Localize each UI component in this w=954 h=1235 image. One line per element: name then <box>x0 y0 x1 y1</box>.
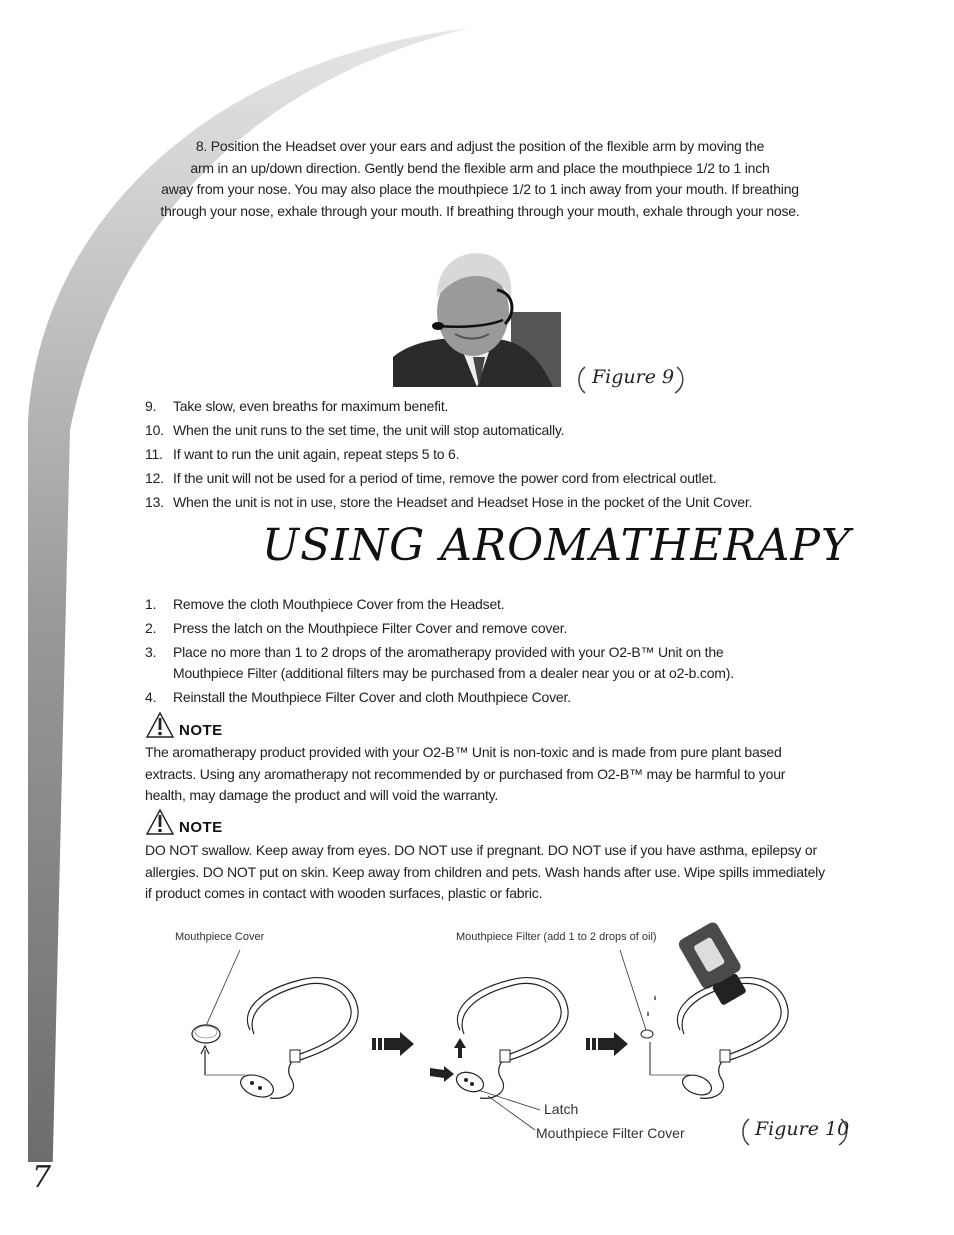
list-item-number: 10. <box>145 422 164 438</box>
list-item-number: 9. <box>145 398 157 414</box>
mouthpiece-cover-label: Mouthpiece Cover <box>175 931 265 943</box>
figure-10-text: Figure 10 <box>755 1118 850 1140</box>
section-title: USING AROMATHERAPY <box>262 520 852 571</box>
list-item-number: 13. <box>145 494 164 510</box>
arrow-right-icon <box>372 1032 414 1056</box>
list-item-text: When the unit is not in use, store the Headset and Headset Hose in the pocket of the Unit Cover. <box>173 494 753 510</box>
figure-10-label <box>745 1118 850 1140</box>
note-label: NOTE <box>179 819 223 836</box>
list-item-number: 2. <box>145 620 157 636</box>
list-item-text: Press the latch on the Mouthpiece Filter Cover and remove cover. <box>173 620 568 636</box>
list-item-text: Take slow, even breaths for maximum benefit. <box>173 398 449 414</box>
list-item-text: Remove the cloth Mouthpiece Cover from the Headset. <box>173 596 505 612</box>
list-item-text: Place no more than 1 to 2 drops of the aromatherapy provided with your O2-B™ Unit on the Mouthpiece Filter (additional filters may be purchased from a dealer near you or at o2-b.com). <box>173 644 734 681</box>
step-8-line: away from your nose. You may also place the mouthpiece 1/2 to 1 inch away from your mouth. If breathing <box>161 181 799 197</box>
oil-bottle-icon <box>677 920 754 1010</box>
latch-label: Latch <box>544 1101 579 1117</box>
list-item-text: If want to run the unit again, repeat steps 5 to 6. <box>173 446 460 462</box>
step-8-line: arm in an up/down direction. Gently bend the flexible arm and place the mouthpiece 1/2 to 1 inch <box>190 159 770 176</box>
list-item-text: Reinstall the Mouthpiece Filter Cover and cloth Mouthpiece Cover. <box>173 689 571 705</box>
note-text: The aromatherapy product provided with your O2-B™ Unit is non-toxic and is made from pure plant based extracts. Using any aromatherapy not recommended by or purchased from O2-B™ may be harmful to your health, may damage the product and will void the warranty. <box>145 744 786 803</box>
figure-9-text: Figure 9 <box>592 366 675 388</box>
list-item-number: 1. <box>145 596 157 612</box>
step-8-line: 8. Position the Headset over your ears and adjust the position of the flexible arm by moving the <box>195 138 765 154</box>
mouthpiece-filter-label: Mouthpiece Filter (add 1 to 2 drops of oil) <box>456 931 657 943</box>
list-item-text: If the unit will not be used for a period of time, remove the power cord from electrical outlet. <box>173 470 717 486</box>
note-label: NOTE <box>179 722 223 739</box>
list-item-number: 11. <box>145 446 163 462</box>
list-item-text: When the unit runs to the set time, the unit will stop automatically. <box>173 422 565 438</box>
list-item-number: 12. <box>145 470 164 486</box>
page-number: 7 <box>32 1160 52 1195</box>
filter-cover-label: Mouthpiece Filter Cover <box>536 1125 685 1141</box>
list-item-number: 4. <box>145 689 157 705</box>
arrow-right-icon <box>586 1032 628 1056</box>
list-item-number: 3. <box>145 644 157 660</box>
step-8-line: through your nose, exhale through your mouth. If breathing through your mouth, exhale through your nose. <box>160 202 800 219</box>
warning-text: DO NOT swallow. Keep away from eyes. DO NOT use if pregnant. DO NOT use if you have asthma, epilepsy or allergies. DO NOT put on skin. Keep away from children and pets. Wash hands after use. Wipe spills immediately if product comes in contact with wooden surfaces, plastic or fabric. <box>145 842 825 901</box>
